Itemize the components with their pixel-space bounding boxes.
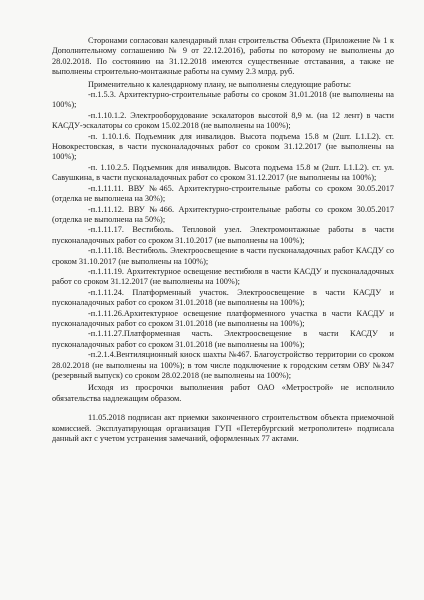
list-item-1-11-17: -п.1.11.17. Вестибюль. Тепловой узел. Электромонтажные работы в части пусконаладочных работ со сроком 31.10.2017 (не выполнены на 100%); xyxy=(52,225,394,245)
list-item-1-11-26: -п.1.11.26.Архитектурное освещение платформенного участка в части КАСДУ и пусконаладочных работ со сроком 31.01.2018 (не выполнены на 100%); xyxy=(52,308,394,328)
paragraph-intro: Сторонами согласован календарный план строительства Объекта (Приложение № 1 к Дополнительному соглашению № 9 от 22.12.2016), работы по которому не выполнены до 28.02.2018. По состоянию на 31.12.2018 имеются существенные отставания, а также не выполнены строительно-монтажные работы на сумму 2.3 млрд. руб. xyxy=(52,36,394,77)
list-item-1-11-27: -п.1.11.27.Платформенная часть. Электроосвещение в части КАСДУ и пусконаладочных работ со сроком 31.01.2018 (не выполнены на 100%); xyxy=(52,329,394,349)
list-item-1-10-2-5: -п. 1.10.2.5. Подъемник для инвалидов. Высота подъема 15.8 м (2шт. L1.L2). ст. ул. Савушкина, в части пусконаладочных работ со сроком 31.12.2017 (не выполнены на 100%); xyxy=(52,162,394,183)
paragraph-conclusion: Исходя из просрочки выполнения работ ОАО «Метрострой» не исполнило обязательства надлежащим образом. xyxy=(52,383,394,403)
list-item-1-11-12: -п.1.11.12. ВВУ №466. Архитектурно-строительные работы со сроком 30.05.2017 (отделка не выполнена на 50%); xyxy=(52,204,394,224)
list-item-1-10-1-2: -п.1.10.1.2. Электрооборудование эскалаторов высотой 8,9 м. (на 12 лент) в части КАСДУ-эскалаторы со сроком 15.02.2018 (не выполнены на 100%); xyxy=(52,110,394,131)
paragraph-lead: Применительно к календарному плану, не выполнены следующие работы: xyxy=(88,79,352,89)
list-item-1-11-11: -п.1.11.11. ВВУ №465. Архитектурно-строительные работы со сроком 30.05.2017 (отделка не выполнена на 30%); xyxy=(52,183,394,204)
list-item-1-11-24: -п.1.11.24. Платформенный участок. Электроосвещение в части КАСДУ и пусконаладочных работ со сроком 31.01.2018 (не выполнены на 100%); xyxy=(52,287,394,308)
list-item-2-1-4: -п.2.1.4.Вентиляционный киоск шахты №467. Благоустройство территории со сроком 28.02.2018 (не выполнены на 100%); в том числе подключение к городским сетям ОВУ №347 (резервный выпуск) со сроком 28.02.2018 (не выполнены на 100%); xyxy=(52,350,394,380)
list-item-1-5-3: -п.1.5.3. Архитектурно-строительные работы со сроком 31.01.2018 (не выполнены на 100%); xyxy=(52,90,394,110)
list-item-1-11-18: -п.1.11.18. Вестибюль. Электроосвещение в части пусконаладочных работ КАСДУ со сроком 31.10.2017 (не выполнены на 100%); xyxy=(52,246,394,266)
paragraph-acceptance: 11.05.2018 подписан акт приемки законченного строительством объекта приемочной комиссией. Эксплуатирующая организация ГУП «Петербургский метрополитен» подписала данный акт с учетом устранения замечаний, оформленных 77 актами. xyxy=(52,413,394,444)
list-item-1-11-19: -п.1.11.19. Архитектурное освещение вестибюля в части КАСДУ и пусконаладочных работ со сроком 31.12.2017 (не выполнены на 100%); xyxy=(52,266,394,287)
list-item-1-10-1-6: -п. 1.10.1.6. Подъемник для инвалидов. Высота подъема 15.8 м (2шт. L1.L2). ст. Новокрестовская, в части пусконаладочных работ со сроком 31.12.2017 (не выполнены на 100%); xyxy=(52,131,394,162)
